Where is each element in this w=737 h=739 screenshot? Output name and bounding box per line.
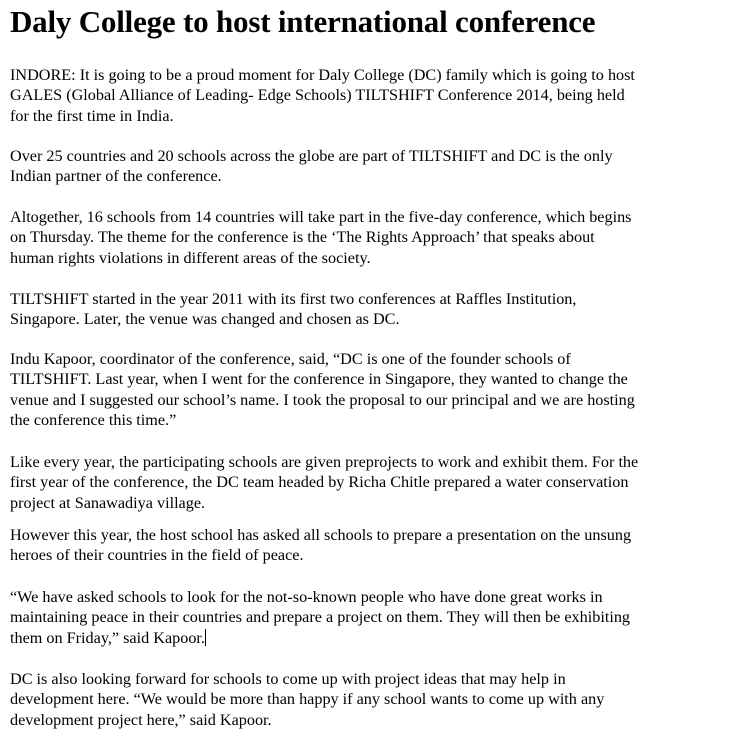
paragraph-line: However this year, the host school has asked all schools to prepare a presentation on the unsung	[10, 526, 632, 544]
paragraph-line: GALES (Global Alliance of Leading- Edge Schools) TILTSHIFT Conference 2014, being held	[10, 86, 625, 105]
paragraph-theme	[10, 207, 710, 268]
paragraph-closing	[10, 669, 710, 730]
paragraph-line: heroes of their countries in the field of peace.	[10, 546, 304, 565]
paragraph-line: DC is also looking forward for schools to come up with project ideas that may help in	[10, 670, 566, 688]
paragraph-history	[10, 289, 710, 330]
paragraph-line: INDORE: It is going to be a proud moment for Daly College (DC) family which is going to host	[10, 66, 635, 84]
paragraph-line: development project here,” said Kapoor.	[10, 710, 272, 729]
paragraph-line: Over 25 countries and 20 schools across the globe are part of TILTSHIFT and DC is the only	[10, 147, 613, 165]
paragraph-quote-coordinator	[10, 349, 710, 430]
article-headline: Daly College to host international conference	[10, 4, 596, 39]
paragraph-line: TILTSHIFT. Last year, when I went for the conference in Singapore, they wanted to change the	[10, 370, 628, 389]
paragraph-line: development here. “We would be more than happy if any school wants to come up with any	[10, 690, 605, 709]
paragraph-line: for the first time in India.	[10, 106, 174, 125]
paragraph-line: on Thursday. The theme for the conference is the ‘The Rights Approach’ that speaks about	[10, 228, 595, 247]
paragraph-this-year	[10, 525, 710, 566]
paragraph-line: human rights violations in different areas of the society.	[10, 248, 371, 267]
paragraph-line: Indian partner of the conference.	[10, 167, 222, 186]
text-cursor	[205, 629, 206, 646]
paragraph-line: the conference this time.”	[10, 410, 177, 429]
paragraph-intro	[10, 65, 710, 126]
paragraph-line: venue and I suggested our school’s name. I took the proposal to our principal and we are hosting	[10, 390, 635, 409]
paragraph-line-text: them on Friday,” said Kapoor.	[10, 628, 205, 647]
paragraph-line: first year of the conference, the DC team headed by Richa Chitle prepared a water conservation	[10, 473, 629, 492]
paragraph-line: “We have asked schools to look for the not-so-known people who have done great works in	[10, 588, 603, 606]
paragraph-preprojects	[10, 452, 710, 513]
paragraph-quote-kapoor	[10, 587, 710, 648]
paragraph-partners	[10, 146, 710, 187]
paragraph-line: Indu Kapoor, coordinator of the conference, said, “DC is one of the founder schools of	[10, 350, 571, 368]
paragraph-line: TILTSHIFT started in the year 2011 with its first two conferences at Raffles Institution,	[10, 290, 577, 308]
paragraph-line: Singapore. Later, the venue was changed and chosen as DC.	[10, 310, 400, 329]
paragraph-line-with-cursor	[10, 628, 710, 648]
paragraph-line: maintaining peace in their countries and prepare a project on them. They will then be exhibiting	[10, 608, 631, 627]
paragraph-line: Altogether, 16 schools from 14 countries will take part in the five-day conference, which begins	[10, 208, 632, 226]
paragraph-line: Like every year, the participating schools are given preprojects to work and exhibit them. For the	[10, 453, 639, 471]
paragraph-line: project at Sanawadiya village.	[10, 493, 206, 512]
